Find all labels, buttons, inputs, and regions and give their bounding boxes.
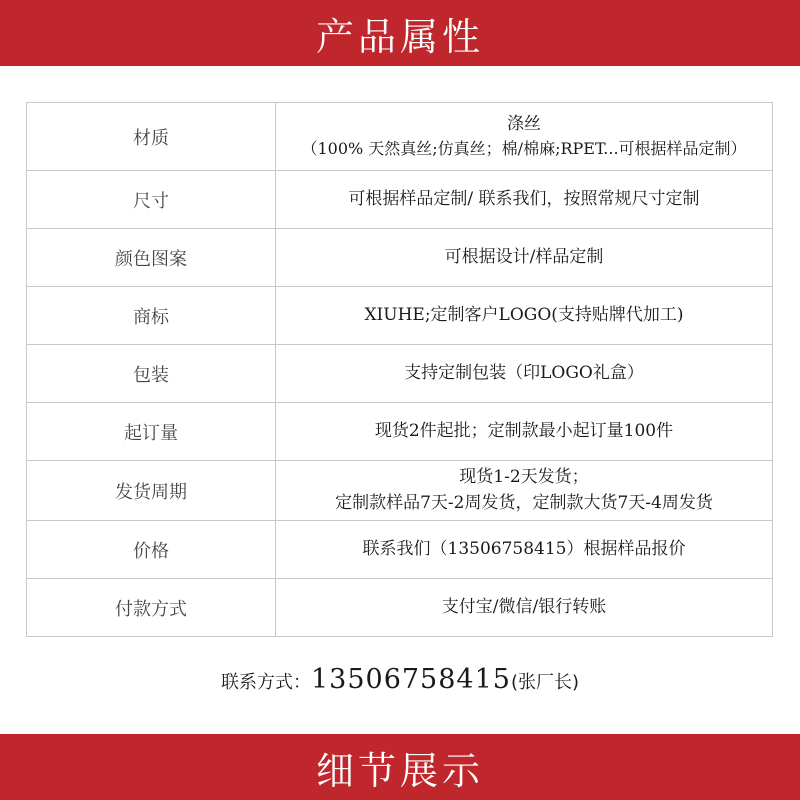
attribute-value — [276, 461, 773, 521]
table-row — [27, 461, 773, 521]
attribute-value-line: 可根据设计/样品定制 — [444, 246, 604, 267]
attribute-value — [276, 103, 773, 171]
contact-phone: 13506758415 — [310, 664, 511, 695]
attribute-value — [276, 345, 773, 403]
attribute-value — [276, 171, 773, 229]
attribute-label: 付款方式 — [27, 579, 276, 637]
attribute-label: 起订量 — [27, 403, 276, 461]
attribute-value-line: 联系我们（13506758415）根据样品报价 — [362, 538, 686, 559]
attribute-value-line: 支付宝/微信/银行转账 — [441, 596, 607, 617]
attribute-label: 发货周期 — [27, 461, 276, 521]
header-banner — [0, 0, 800, 66]
contact-name: (张厂长) — [510, 672, 579, 693]
footer-banner — [0, 734, 800, 800]
attribute-value-line: 支持定制包装（印LOGO礼盒） — [404, 362, 644, 383]
attribute-value — [276, 521, 773, 579]
table-row — [27, 171, 773, 229]
table-row — [27, 579, 773, 637]
table-row — [27, 287, 773, 345]
attribute-value-line: 现货2件起批；定制款最小起订量100件 — [374, 420, 674, 441]
attribute-value-line: 现货1-2天发货； — [459, 467, 589, 487]
attribute-value-line: XIUHE;定制客户LOGO(支持贴牌代加工) — [364, 304, 684, 325]
attribute-value — [276, 403, 773, 461]
attribute-label: 包装 — [27, 345, 276, 403]
attribute-value-line: 可根据样品定制/ 联系我们，按照常规尺寸定制 — [348, 188, 700, 209]
table-row — [27, 403, 773, 461]
attribute-label: 商标 — [27, 287, 276, 345]
attribute-value — [276, 287, 773, 345]
table-row — [27, 521, 773, 579]
table-row — [27, 345, 773, 403]
contact-line — [0, 664, 800, 695]
footer-title: 细节展示 — [315, 748, 484, 793]
attributes-table — [26, 102, 773, 637]
attribute-label: 价格 — [27, 521, 276, 579]
attribute-value-line: （100% 天然真丝;仿真丝；棉/棉麻;RPET...可根据样品定制） — [301, 139, 747, 159]
attribute-value — [276, 579, 773, 637]
header-title: 产品属性 — [315, 14, 484, 59]
attribute-label: 颜色图案 — [27, 229, 276, 287]
attribute-label: 尺寸 — [27, 171, 276, 229]
attribute-value-line: 涤丝 — [507, 113, 541, 134]
contact-label: 联系方式： — [220, 672, 311, 693]
table-row — [27, 229, 773, 287]
table-row — [27, 103, 773, 171]
attribute-label: 材质 — [27, 103, 276, 171]
attribute-value-line: 定制款样品7天-2周发货，定制款大货7天-4周发货 — [335, 492, 713, 513]
attribute-value — [276, 229, 773, 287]
